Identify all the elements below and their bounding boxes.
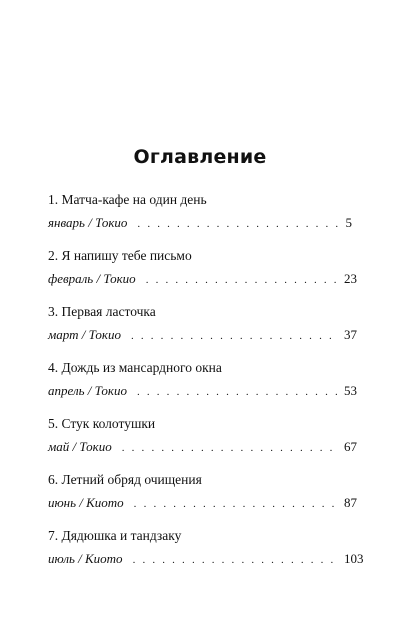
toc-entry-subtitle: июль / Киото [48,551,123,566]
toc-entry-title: 2. Я напишу тебе письмо [48,248,192,263]
toc-entry-page-number: 67 [344,439,357,454]
toc-entry-subtitle: февраль / Токио [48,271,136,286]
toc-entry-title: 5. Стук колотушки [48,416,156,431]
toc-entry-meta [48,214,352,232]
toc-entry-title: 4. Дождь из мансардного окна [48,360,222,375]
toc-entry-page-number: 87 [344,495,357,510]
toc-entry-meta [48,270,357,288]
toc-entry-meta [48,326,357,344]
toc-list [48,190,364,582]
toc-entry-meta [48,494,357,512]
toc-entry-page-number: 103 [344,551,364,566]
dot-leader [133,551,338,569]
toc-entry[interactable] [48,246,357,302]
toc-entry-title: 3. Первая ласточка [48,304,156,319]
toc-entry[interactable] [48,414,357,470]
toc-entry[interactable] [48,470,357,526]
toc-entry-meta [48,550,364,568]
toc-entry-meta [48,382,357,400]
toc-entry-subtitle: март / Токио [48,327,121,342]
dot-leader [122,439,338,457]
toc-title: Оглавление [133,146,267,168]
dot-leader [137,383,338,401]
toc-entry[interactable] [48,526,364,582]
toc-entry[interactable] [48,358,357,414]
toc-entry[interactable] [48,302,357,358]
dot-leader [146,271,338,289]
toc-entry-subtitle: июнь / Киото [48,495,124,510]
toc-entry-page-number: 37 [344,327,357,342]
toc-entry-title: 6. Летний обряд очищения [48,472,202,487]
toc-entry-page-number: 53 [344,383,357,398]
toc-entry-meta [48,438,357,456]
toc-entry-page-number: 5 [345,215,352,230]
dot-leader [131,327,338,345]
toc-entry-subtitle: январь / Токио [48,215,128,230]
dot-leader [137,215,338,233]
toc-entry-subtitle: май / Токио [48,439,112,454]
dot-leader [134,495,338,513]
toc-entry-subtitle: апрель / Токио [48,383,127,398]
toc-entry-title: 7. Дядюшка и тандзаку [48,528,182,543]
toc-entry-title: 1. Матча-кафе на один день [48,192,207,207]
toc-entry-page-number: 23 [344,271,357,286]
toc-entry[interactable] [48,190,352,246]
